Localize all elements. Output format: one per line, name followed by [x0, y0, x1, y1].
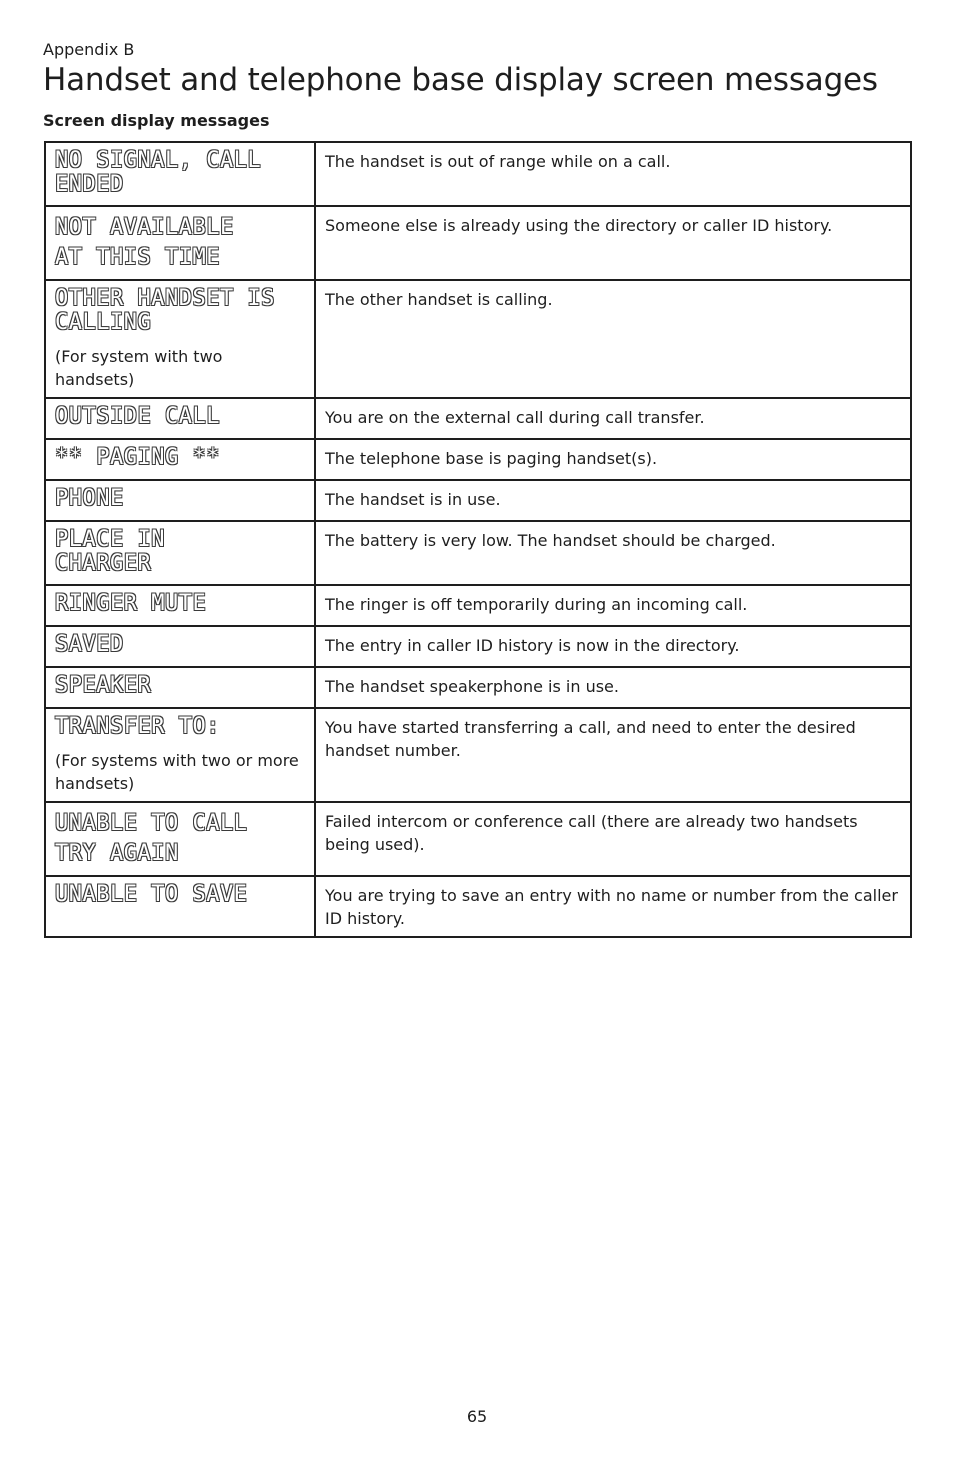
screen-message: SPEAKER — [55, 673, 152, 698]
table-row — [45, 398, 911, 439]
table-row — [45, 708, 911, 802]
message-description: You have started transferring a call, and need to enter the desired handset number. — [325, 718, 856, 760]
message-cell — [45, 667, 315, 708]
message-description: The handset is in use. — [325, 490, 501, 509]
message-cell — [45, 280, 315, 398]
table-row — [45, 802, 911, 876]
table-row — [45, 480, 911, 521]
message-cell — [45, 480, 315, 521]
description-cell — [315, 876, 911, 937]
message-description: The entry in caller ID history is now in the directory. — [325, 636, 740, 655]
message-cell — [45, 398, 315, 439]
description-cell — [315, 521, 911, 585]
description-cell — [315, 626, 911, 667]
description-cell — [315, 480, 911, 521]
table-row — [45, 521, 911, 585]
message-description: The battery is very low. The handset should be charged. — [325, 531, 776, 550]
description-cell — [315, 398, 911, 439]
message-description: You are on the external call during call transfer. — [325, 408, 705, 427]
table-row — [45, 626, 911, 667]
description-cell — [315, 667, 911, 708]
description-cell — [315, 142, 911, 206]
message-note: (For system with two handsets) — [55, 347, 223, 389]
message-description: You are trying to save an entry with no name or number from the caller ID history. — [325, 886, 898, 928]
description-cell — [315, 708, 911, 802]
page-number: 65 — [466, 1407, 488, 1426]
message-cell — [45, 802, 315, 876]
message-cell — [45, 626, 315, 667]
message-description: The handset speakerphone is in use. — [325, 677, 619, 696]
screen-message: OTHER HANDSET IS CALLING — [55, 286, 275, 335]
screen-message: PLACE IN CHARGER — [55, 527, 165, 576]
description-cell — [315, 439, 911, 480]
table-row — [45, 585, 911, 626]
description-cell — [315, 206, 911, 280]
message-note: (For systems with two or more handsets) — [55, 751, 299, 793]
message-cell — [45, 142, 315, 206]
message-description: Failed intercom or conference call (there are already two handsets being used). — [325, 812, 858, 854]
message-cell — [45, 439, 315, 480]
message-cell — [45, 708, 315, 802]
screen-message: NO SIGNAL, CALL ENDED — [55, 148, 262, 197]
description-cell — [315, 280, 911, 398]
screen-message: RINGER MUTE — [55, 591, 207, 616]
screen-message: ** PAGING ** — [55, 445, 220, 470]
page-title: Handset and telephone base display screen messages — [43, 62, 878, 98]
message-description: The handset is out of range while on a call. — [325, 152, 671, 171]
message-description: The other handset is calling. — [325, 290, 553, 309]
description-cell — [315, 802, 911, 876]
table-row — [45, 280, 911, 398]
message-cell — [45, 521, 315, 585]
message-cell — [45, 585, 315, 626]
message-description: The telephone base is paging handset(s). — [325, 449, 658, 468]
screen-message: OUTSIDE CALL — [55, 404, 220, 429]
table-row — [45, 439, 911, 480]
screen-message: UNABLE TO CALL TRY AGAIN — [55, 811, 248, 866]
description-cell — [315, 585, 911, 626]
message-cell — [45, 876, 315, 937]
screen-message: PHONE — [55, 486, 124, 511]
appendix-label: Appendix B — [43, 40, 135, 59]
table-row — [45, 667, 911, 708]
screen-message: SAVED — [55, 632, 124, 657]
section-heading: Screen display messages — [43, 111, 270, 130]
screen-message: TRANSFER TO: — [55, 714, 220, 739]
message-cell — [45, 206, 315, 280]
screen-message: NOT AVAILABLE AT THIS TIME — [55, 215, 234, 270]
table-row — [45, 206, 911, 280]
table-row — [45, 142, 911, 206]
screen-message: UNABLE TO SAVE — [55, 882, 248, 907]
message-description: The ringer is off temporarily during an incoming call. — [325, 595, 748, 614]
messages-table — [44, 141, 912, 938]
message-description: Someone else is already using the directory or caller ID history. — [325, 216, 833, 235]
table-row — [45, 876, 911, 937]
